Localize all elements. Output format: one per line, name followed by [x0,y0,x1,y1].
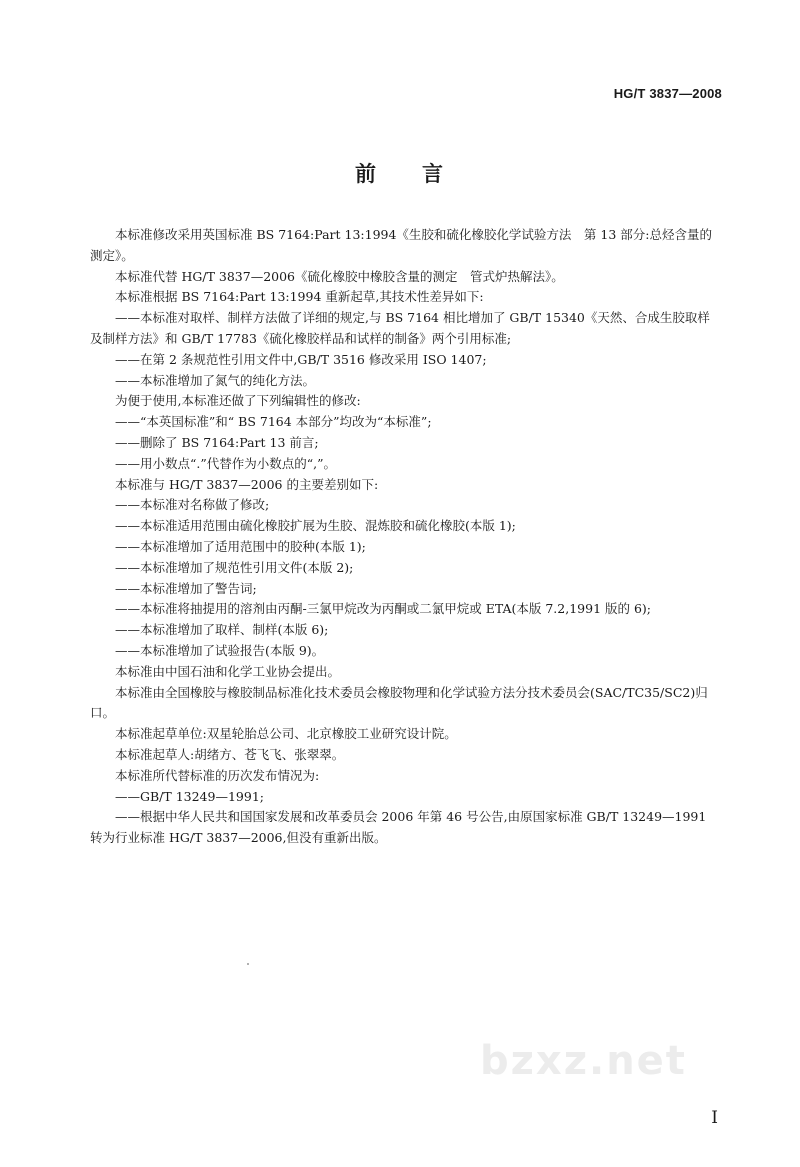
watermark: bzxz.net [480,1038,687,1084]
paragraph: 本标准代替 HG/T 3837—2006《硫化橡胶中橡胶含量的测定 管式炉热解法》。 [115,268,564,284]
paragraph: ——本标准增加了取样、制样(本版 6); [115,622,329,638]
paragraph: 本标准由全国橡胶与橡胶制品标准化技术委员会橡胶物理和化学试验方法分技术委员会(SAC/TC35/SC2)归口。 [90,684,708,721]
paragraph: ——本标准适用范围由硫化橡胶扩展为生胶、混炼胶和硫化橡胶(本版 1); [115,518,516,534]
paragraph: ——本标准增加了警告词; [115,580,257,596]
paragraph: ——用小数点“.”代替作为小数点的“,”。 [115,455,337,471]
paragraph: ——根据中华人民共和国国家发展和改革委员会 2006 年第 46 号公告,由原国家标准 GB/T 13249—1991 转为行业标准 HG/T 3837—2006,但没有重新出版。 [90,809,707,846]
paragraph: ——“本英国标准”和“ BS 7164 本部分”均改为“本标准”; [115,414,432,430]
paragraph: 本标准起草人:胡绪方、苍飞飞、张翠翠。 [115,746,345,762]
scan-speck [247,963,249,965]
standard-code: HG/T 3837—2008 [613,86,722,101]
preface-body [90,225,718,849]
title-char-1: 前 [355,162,378,186]
page-number: I [711,1108,718,1128]
paragraph: ——本标准增加了氮气的纯化方法。 [115,372,316,388]
paragraph: 本标准由中国石油和化学工业协会提出。 [115,663,341,679]
paragraph: ——GB/T 13249—1991; [115,788,264,804]
paragraph: ——本标准增加了试验报告(本版 9)。 [115,642,325,658]
paragraph: ——本标准增加了规范性引用文件(本版 2); [115,559,354,575]
paragraph: 本标准所代替标准的历次发布情况为: [115,767,320,783]
paragraph: ——在第 2 条规范性引用文件中,GB/T 3516 修改采用 ISO 1407; [115,351,487,367]
paragraph: 为便于使用,本标准还做了下列编辑性的修改: [115,393,361,409]
paragraph: ——本标准对名称做了修改; [115,497,270,513]
paragraph: 本标准根据 BS 7164:Part 13:1994 重新起草,其技术性差异如下: [115,289,484,305]
paragraph: 本标准与 HG/T 3837—2006 的主要差别如下: [115,476,379,492]
page-title [0,158,800,188]
paragraph: ——本标准将抽提用的溶剂由丙酮-三氯甲烷改为丙酮或二氯甲烷或 ETA(本版 7.2,1991 版的 6); [115,601,652,617]
title-char-2: 言 [422,162,445,186]
paragraph: ——删除了 BS 7164:Part 13 前言; [115,434,319,450]
paragraph: 本标准修改采用英国标准 BS 7164:Part 13:1994《生胶和硫化橡胶化学试验方法 第 13 部分:总烃含量的测定》。 [90,227,712,263]
paragraph: ——本标准对取样、制样方法做了详细的规定,与 BS 7164 相比增加了 GB/T 15340《天然、合成生胶取样及制样方法》和 GB/T 17783《硫化橡胶样品和试样的制备》两个引用标准; [90,310,710,346]
paragraph: ——本标准增加了适用范围中的胶种(本版 1); [115,538,366,554]
paragraph: 本标准起草单位:双星轮胎总公司、北京橡胶工业研究设计院。 [115,726,457,742]
